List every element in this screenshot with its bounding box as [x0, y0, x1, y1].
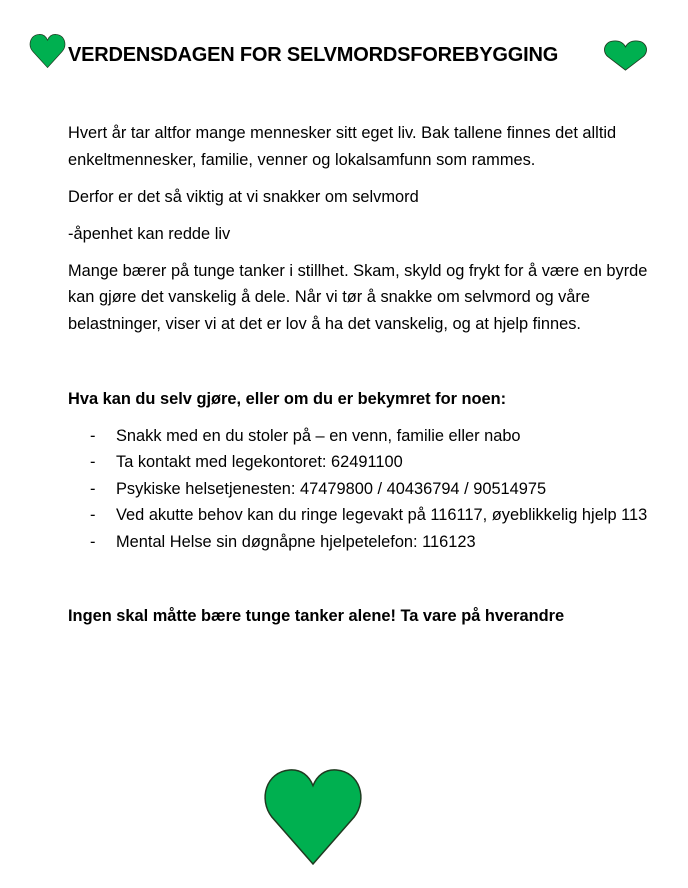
- heart-icon-right: [604, 40, 647, 71]
- intro-paragraph-2: Derfor er det så viktig at vi snakker om selvmord: [68, 187, 419, 206]
- page-title: VERDENSDAGEN FOR SELVMORDSFOREBYGGING: [68, 44, 559, 66]
- closing-statement: Ingen skal måtte bære tunge tanker alene! Ta vare på hverandre: [68, 607, 565, 625]
- list-item: [68, 423, 673, 450]
- document-body: [68, 120, 673, 640]
- bullet-dash: -: [90, 426, 96, 445]
- list-item-text: Ved akutte behov kan du ringe legevakt på 116117, øyeblikkelig hjelp 113: [116, 506, 648, 524]
- bullet-dash: -: [90, 532, 96, 551]
- intro-paragraph-1: Hvert år tar altfor mange mennesker sitt eget liv. Bak tallene finnes det alltid enkeltmennesker, familie, venner og lokalsamfunn som rammes.: [68, 124, 617, 169]
- intro-paragraph-4: Mange bærer på tunge tanker i stillhet. Skam, skyld og frykt for å være en byrde kan gjøre det vanskelig å dele. Når vi tør å snakke om selvmord og våre belastninger, viser vi at det er lov å ha det vanskelig, og at hjelp finnes.: [68, 261, 648, 333]
- list-item: [68, 476, 673, 503]
- bullet-dash: -: [90, 453, 96, 471]
- list-item-text: Mental Helse sin døgnåpne hjelpetelefon: 116123: [116, 532, 476, 551]
- help-list: [68, 423, 673, 556]
- help-heading: Hva kan du selv gjøre, eller om du er bekymret for noen:: [68, 389, 507, 408]
- bullet-dash: -: [90, 506, 96, 524]
- heart-icon-bottom: [263, 768, 363, 866]
- heart-icon-left: [29, 33, 66, 69]
- list-item-text: Psykiske helsetjenesten: 47479800 / 40436794 / 90514975: [116, 479, 547, 498]
- list-item: [68, 529, 673, 556]
- list-item-text: Ta kontakt med legekontoret: 62491100: [116, 453, 403, 471]
- intro-paragraph-3: -åpenhet kan redde liv: [68, 224, 231, 243]
- list-item-text: Snakk med en du stoler på – en venn, familie eller nabo: [116, 426, 521, 445]
- list-item: [68, 449, 673, 476]
- list-item: [68, 502, 673, 529]
- bullet-dash: -: [90, 479, 96, 498]
